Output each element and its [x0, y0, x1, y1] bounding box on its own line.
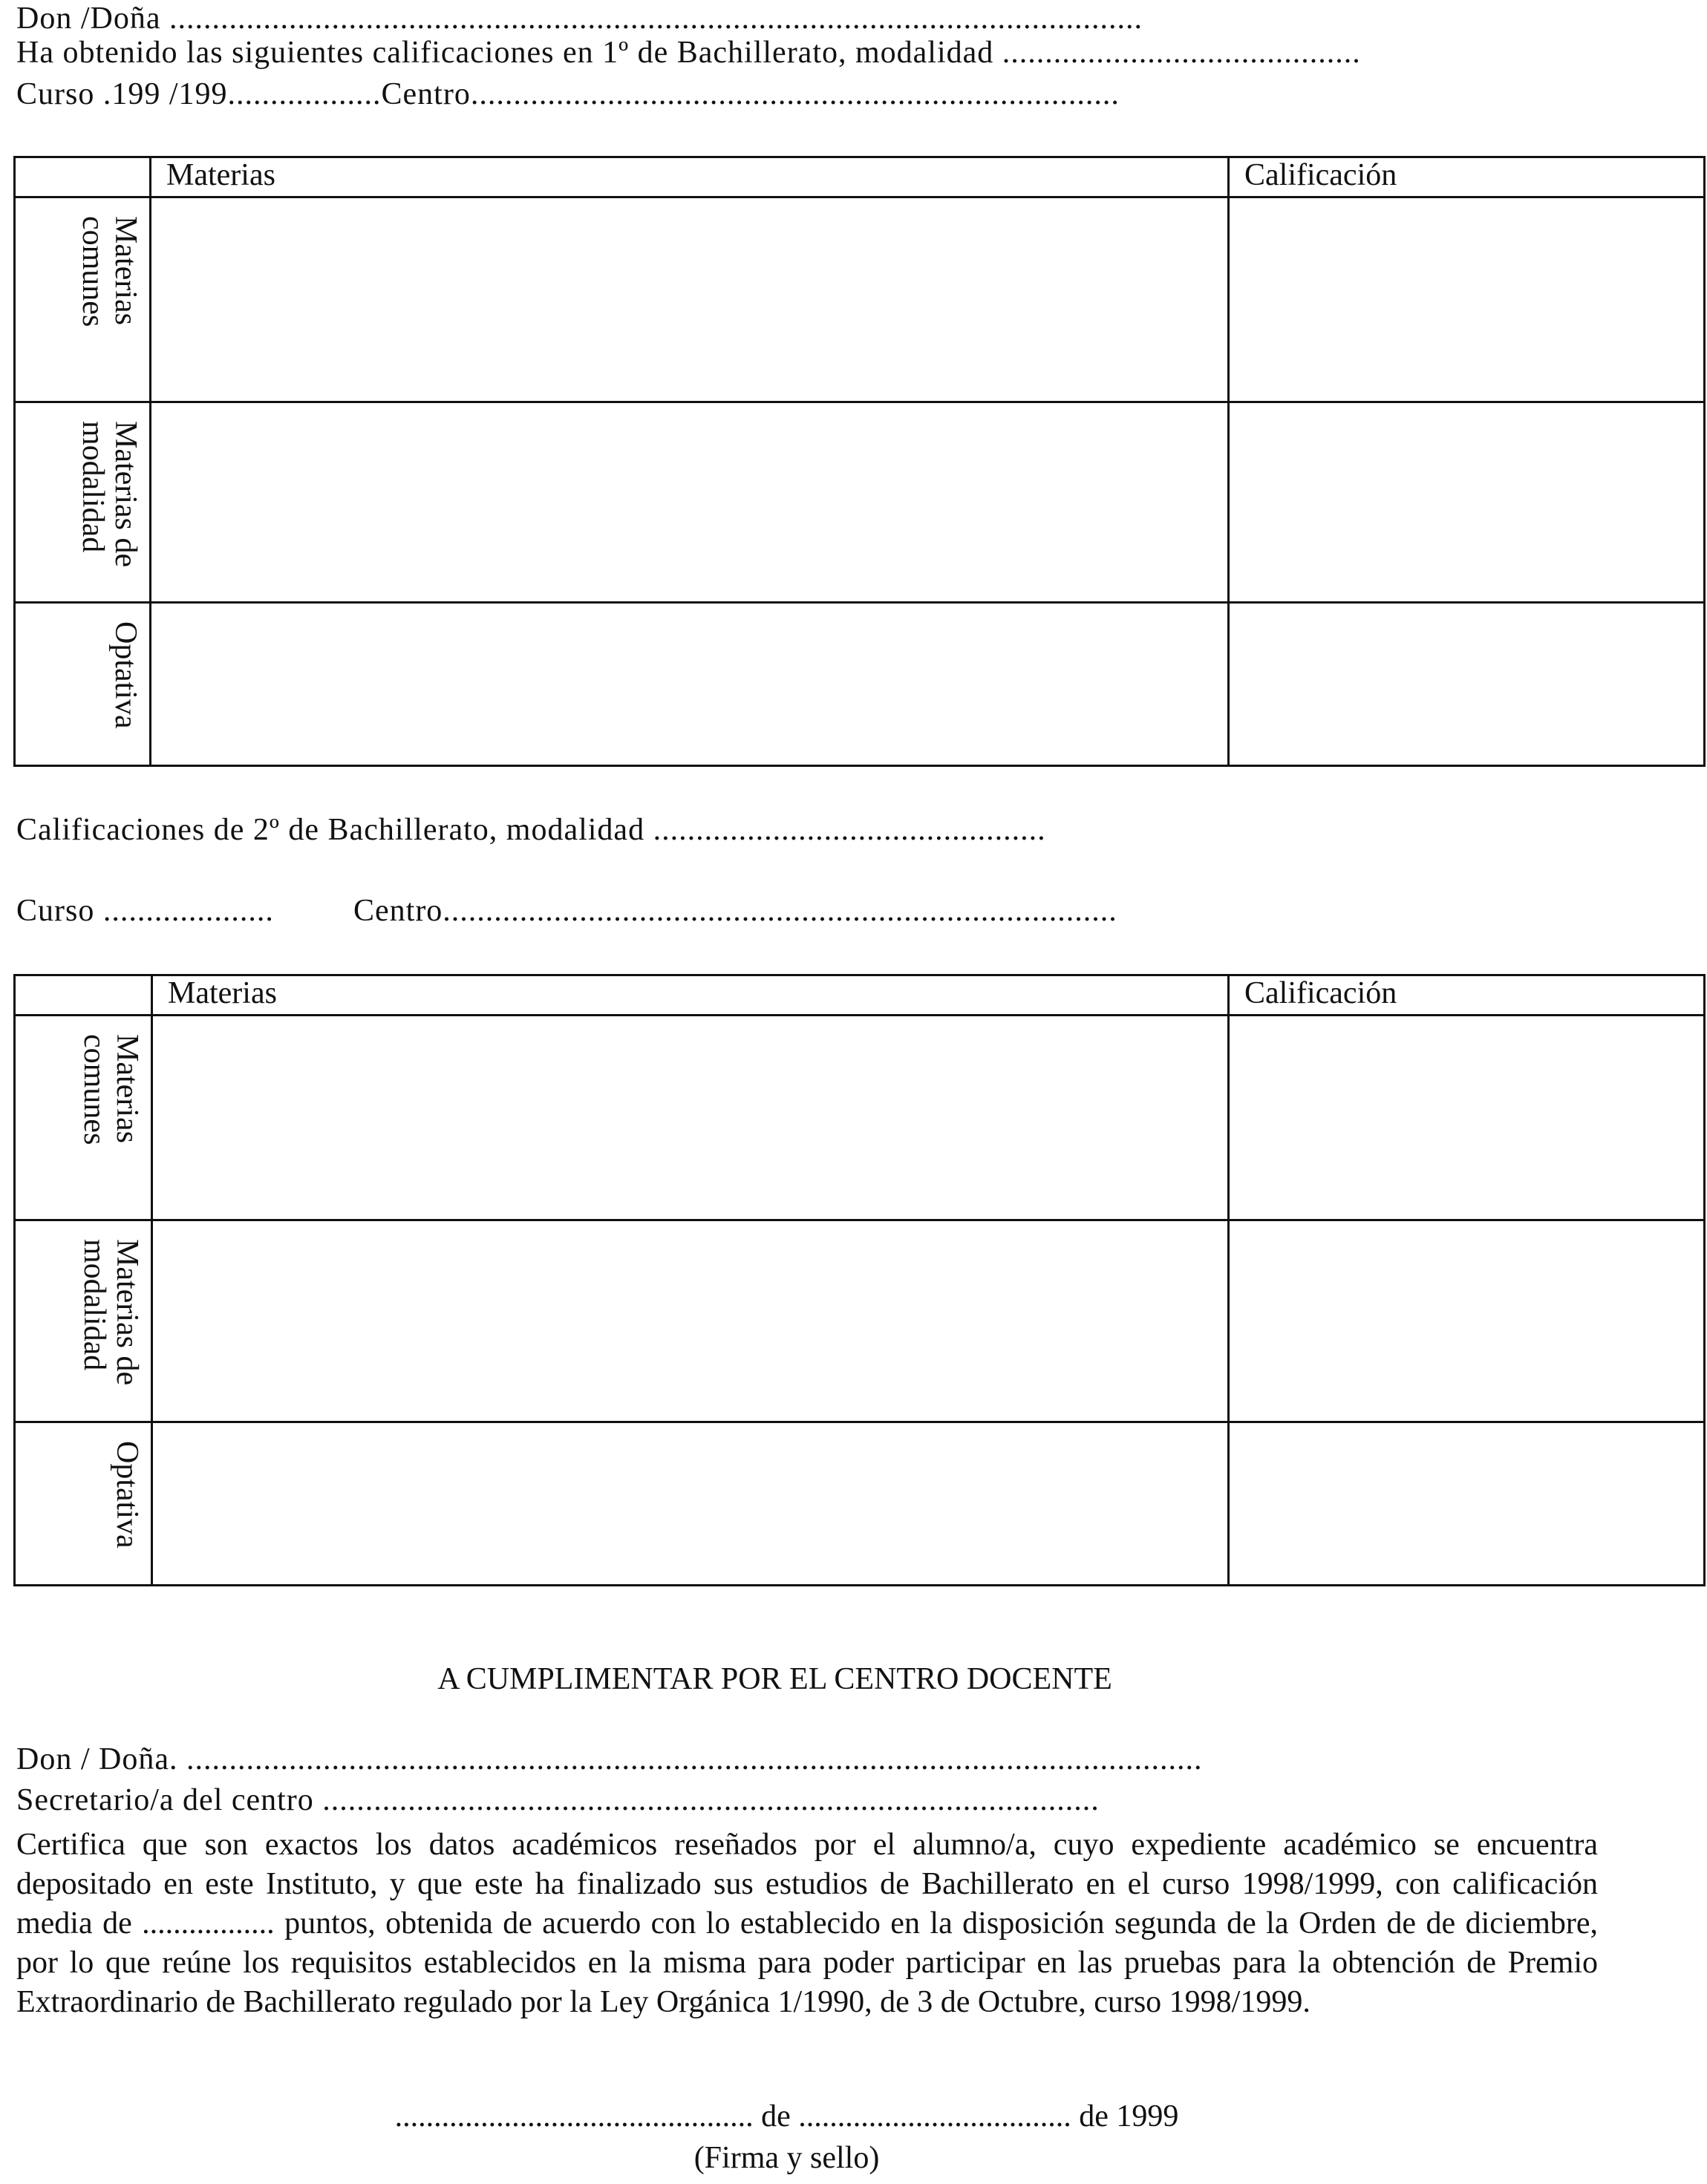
- calificacion-cell[interactable]: [1229, 197, 1705, 402]
- don-dona-line: Don /Doña ..................................................................................................................: [16, 1, 1143, 36]
- row-label-cell: [15, 1016, 152, 1220]
- calificacion-cell[interactable]: [1229, 603, 1705, 766]
- centro-2-line: Centro...............................................................................: [353, 894, 1117, 928]
- row-label-cell: [15, 603, 151, 766]
- row-label-cell: [15, 1422, 152, 1586]
- curso-2-line: Curso ....................: [16, 894, 274, 928]
- row-label-optativa: Optativa: [110, 1441, 144, 1549]
- certificate-body: Certifica que son exactos los datos académicos reseñados por el alumno/a, cuyo expediente académico se encuentra depositado en este Instituto, y que este ha finalizado sus estudios de Bachillerato en el curso 1998/1999, con calificación media de ................. puntos, obtenida de acuerdo con lo establecido en la disposición segunda de la Orden de de diciembre, por lo que reúne los requisitos establecidos en la misma para poder participar en las pruebas para la obtención de Premio Extraordinario de Bachillerato regulado por la Ley Orgánica 1/1990, de 3 de Octubre, curso 1998/1999.: [16, 1828, 1598, 2019]
- calificaciones-2-line: Calificaciones de 2º de Bachillerato, modalidad ..............................................: [16, 813, 1046, 847]
- row-label-cell: [15, 1220, 152, 1422]
- certificate-don-line: Don / Doña. .......................................................................................................................: [16, 1742, 1203, 1776]
- certificate-heading: A CUMPLIMENTAR POR EL CENTRO DOCENTE: [437, 1662, 1112, 1696]
- column-header-materias: Materias: [152, 975, 1229, 1016]
- column-header-calificacion: Calificación: [1229, 157, 1705, 197]
- calificacion-cell[interactable]: [1229, 402, 1705, 603]
- row-label-materias-comunes: Materias comunes: [76, 1034, 144, 1145]
- curso-centro-line: Curso .199 /199..................Centro............................................................................: [16, 77, 1120, 111]
- calificacion-cell[interactable]: [1229, 1016, 1705, 1220]
- grades-table-2: [13, 974, 1706, 1586]
- row-label-cell: [15, 402, 151, 603]
- materias-cell[interactable]: [151, 402, 1229, 603]
- materias-cell[interactable]: [151, 603, 1229, 766]
- signature-label: (Firma y sello): [693, 2141, 880, 2175]
- calificaciones-1-line: Ha obtenido las siguientes calificaciones en 1º de Bachillerato, modalidad ..........................................: [16, 36, 1361, 70]
- row-label-materias-modalidad: Materias de modalidad: [76, 1239, 144, 1386]
- row-label-optativa: Optativa: [108, 621, 143, 729]
- grades-table-1: [13, 156, 1706, 767]
- materias-cell[interactable]: [152, 1016, 1229, 1220]
- secretario-line: Secretario/a del centro ...........................................................................................: [16, 1783, 1100, 1817]
- calificacion-cell[interactable]: [1229, 1422, 1705, 1586]
- column-header-materias: Materias: [151, 157, 1229, 197]
- row-label-cell: [15, 197, 151, 402]
- materias-cell[interactable]: [151, 197, 1229, 402]
- row-label-materias-comunes: Materias comunes: [75, 216, 143, 327]
- table-corner: [15, 975, 152, 1016]
- calificacion-cell[interactable]: [1229, 1220, 1705, 1422]
- materias-cell[interactable]: [152, 1220, 1229, 1422]
- row-label-materias-modalidad: Materias de modalidad: [75, 421, 143, 568]
- column-header-calificacion: Calificación: [1229, 975, 1705, 1016]
- table-corner: [15, 157, 151, 197]
- materias-cell[interactable]: [152, 1422, 1229, 1586]
- date-line: .............................................. de ................................... de 1999: [394, 2099, 1179, 2134]
